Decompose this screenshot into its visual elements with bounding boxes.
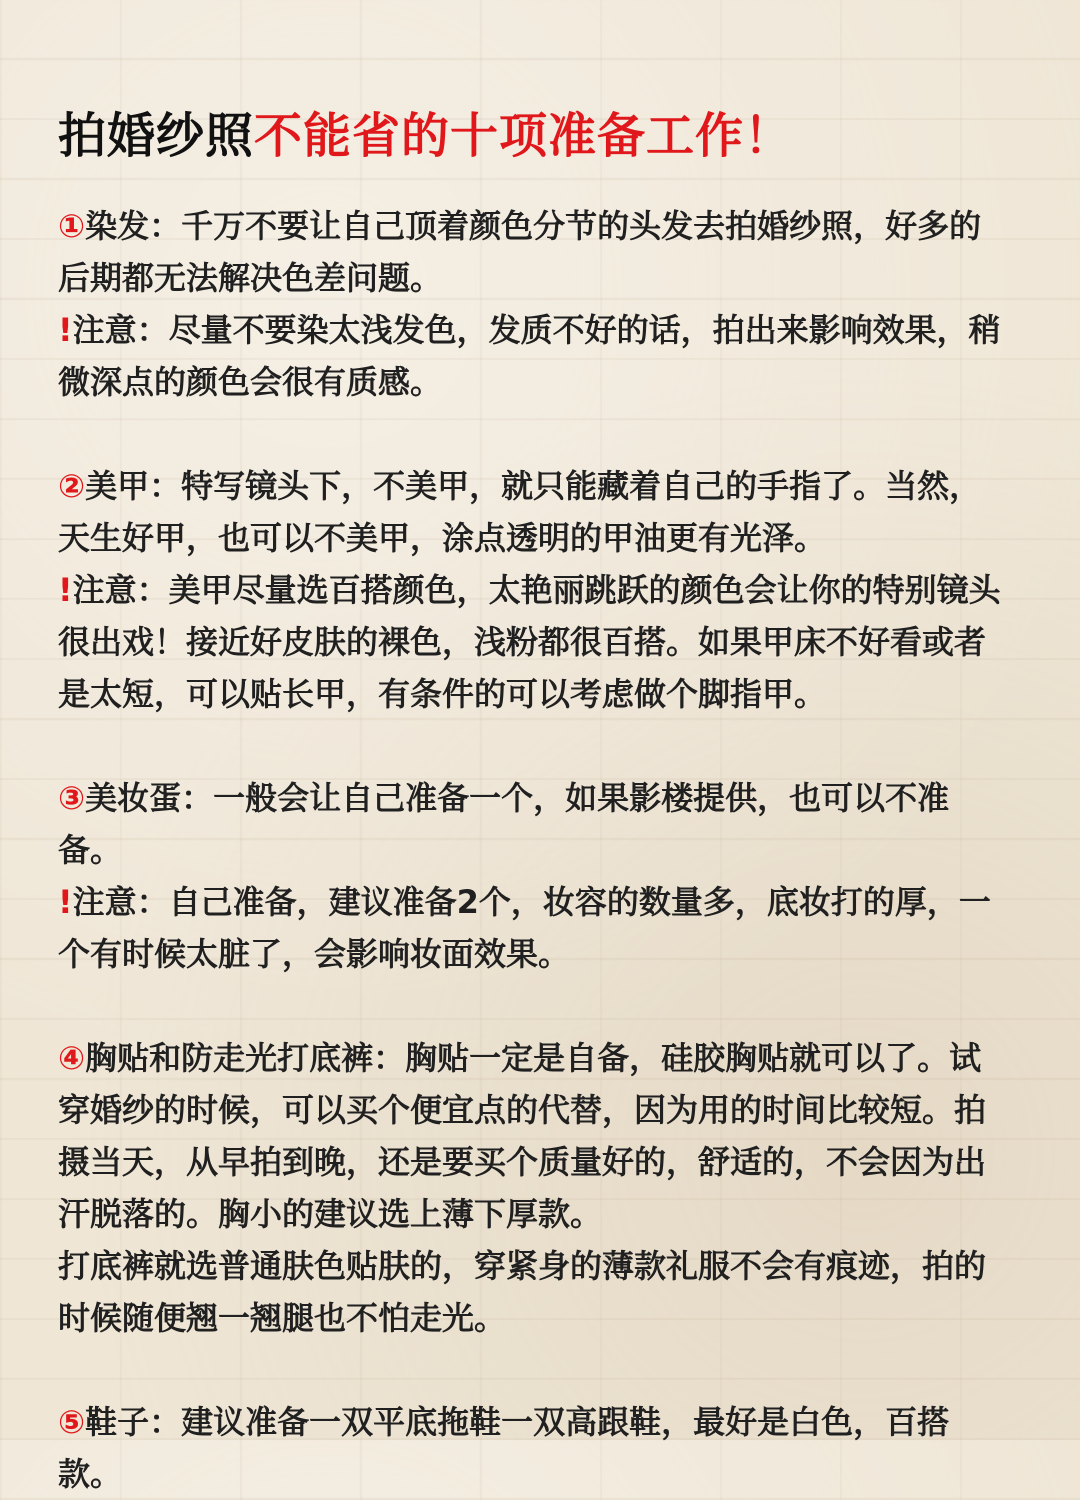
warning-mark-icon: ! — [58, 571, 73, 609]
section-main-text — [58, 1032, 1008, 1240]
section-main-text — [58, 460, 1008, 564]
section-body: 美甲：特写镜头下，不美甲，就只能藏着自己的手指了。当然，天生好甲，也可以不美甲，涂点透明的甲油更有光泽。 — [58, 467, 982, 557]
article — [58, 96, 1008, 1500]
section-hair-dye — [58, 200, 1008, 408]
section-chest-pads — [58, 1032, 1008, 1344]
section-number: ④ — [58, 1039, 86, 1077]
note-text: 注意：自己准备，建议准备2个，妆容的数量多，底妆打的厚，一个有时候太脏了，会影响妆面效果。 — [58, 883, 991, 973]
section-manicure — [58, 460, 1008, 720]
title-red-part: 不能省的十项准备工作！ — [254, 108, 794, 164]
warning-mark-icon: ! — [58, 883, 73, 921]
section-main-text — [58, 200, 1008, 304]
section-number: ③ — [58, 779, 86, 817]
section-number: ① — [58, 207, 86, 245]
section-extra-text: 打底裤就选普通肤色贴肤的，穿紧身的薄款礼服不会有痕迹，拍的时候随便翘一翘腿也不怕走光。 — [58, 1247, 987, 1337]
section-makeup-sponge — [58, 772, 1008, 980]
section-body: 美妆蛋：一般会让自己准备一个，如果影楼提供，也可以不准备。 — [58, 779, 950, 869]
note-text: 注意：美甲尽量选百搭颜色，太艳丽跳跃的颜色会让你的特别镜头很出戏！接近好皮肤的裸色，浅粉都很百搭。如果甲床不好看或者是太短，可以贴长甲，有条件的可以考虑做个脚指甲。 — [58, 571, 1001, 713]
section-number: ⑤ — [58, 1403, 86, 1441]
section-note — [58, 304, 1008, 408]
section-main-text — [58, 772, 1008, 876]
section-note — [58, 876, 1008, 980]
section-shoes — [58, 1396, 1008, 1500]
note-text: 注意：尽量不要染太浅发色，发质不好的话，拍出来影响效果，稍微深点的颜色会很有质感。 — [58, 311, 1001, 401]
warning-mark-icon: ! — [58, 311, 73, 349]
section-body: 染发：千万不要让自己顶着颜色分节的头发去拍婚纱照，好多的后期都无法解决色差问题。 — [58, 207, 982, 297]
section-body: 胸贴和防走光打底裤：胸贴一定是自备，硅胶胸贴就可以了。试穿婚纱的时候，可以买个便宜点的代替，因为用的时间比较短。拍摄当天，从早拍到晚，还是要买个质量好的，舒适的，不会因为出汗脱落的。胸小的建议选上薄下厚款。 — [58, 1039, 987, 1233]
title-black-part: 拍婚纱照 — [58, 108, 255, 164]
section-note — [58, 564, 1008, 720]
section-body: 鞋子：建议准备一双平底拖鞋一双高跟鞋，最好是白色，百搭款。 — [58, 1403, 950, 1493]
section-number: ② — [58, 467, 86, 505]
section-main-text — [58, 1396, 1008, 1500]
page-title — [58, 96, 1008, 176]
